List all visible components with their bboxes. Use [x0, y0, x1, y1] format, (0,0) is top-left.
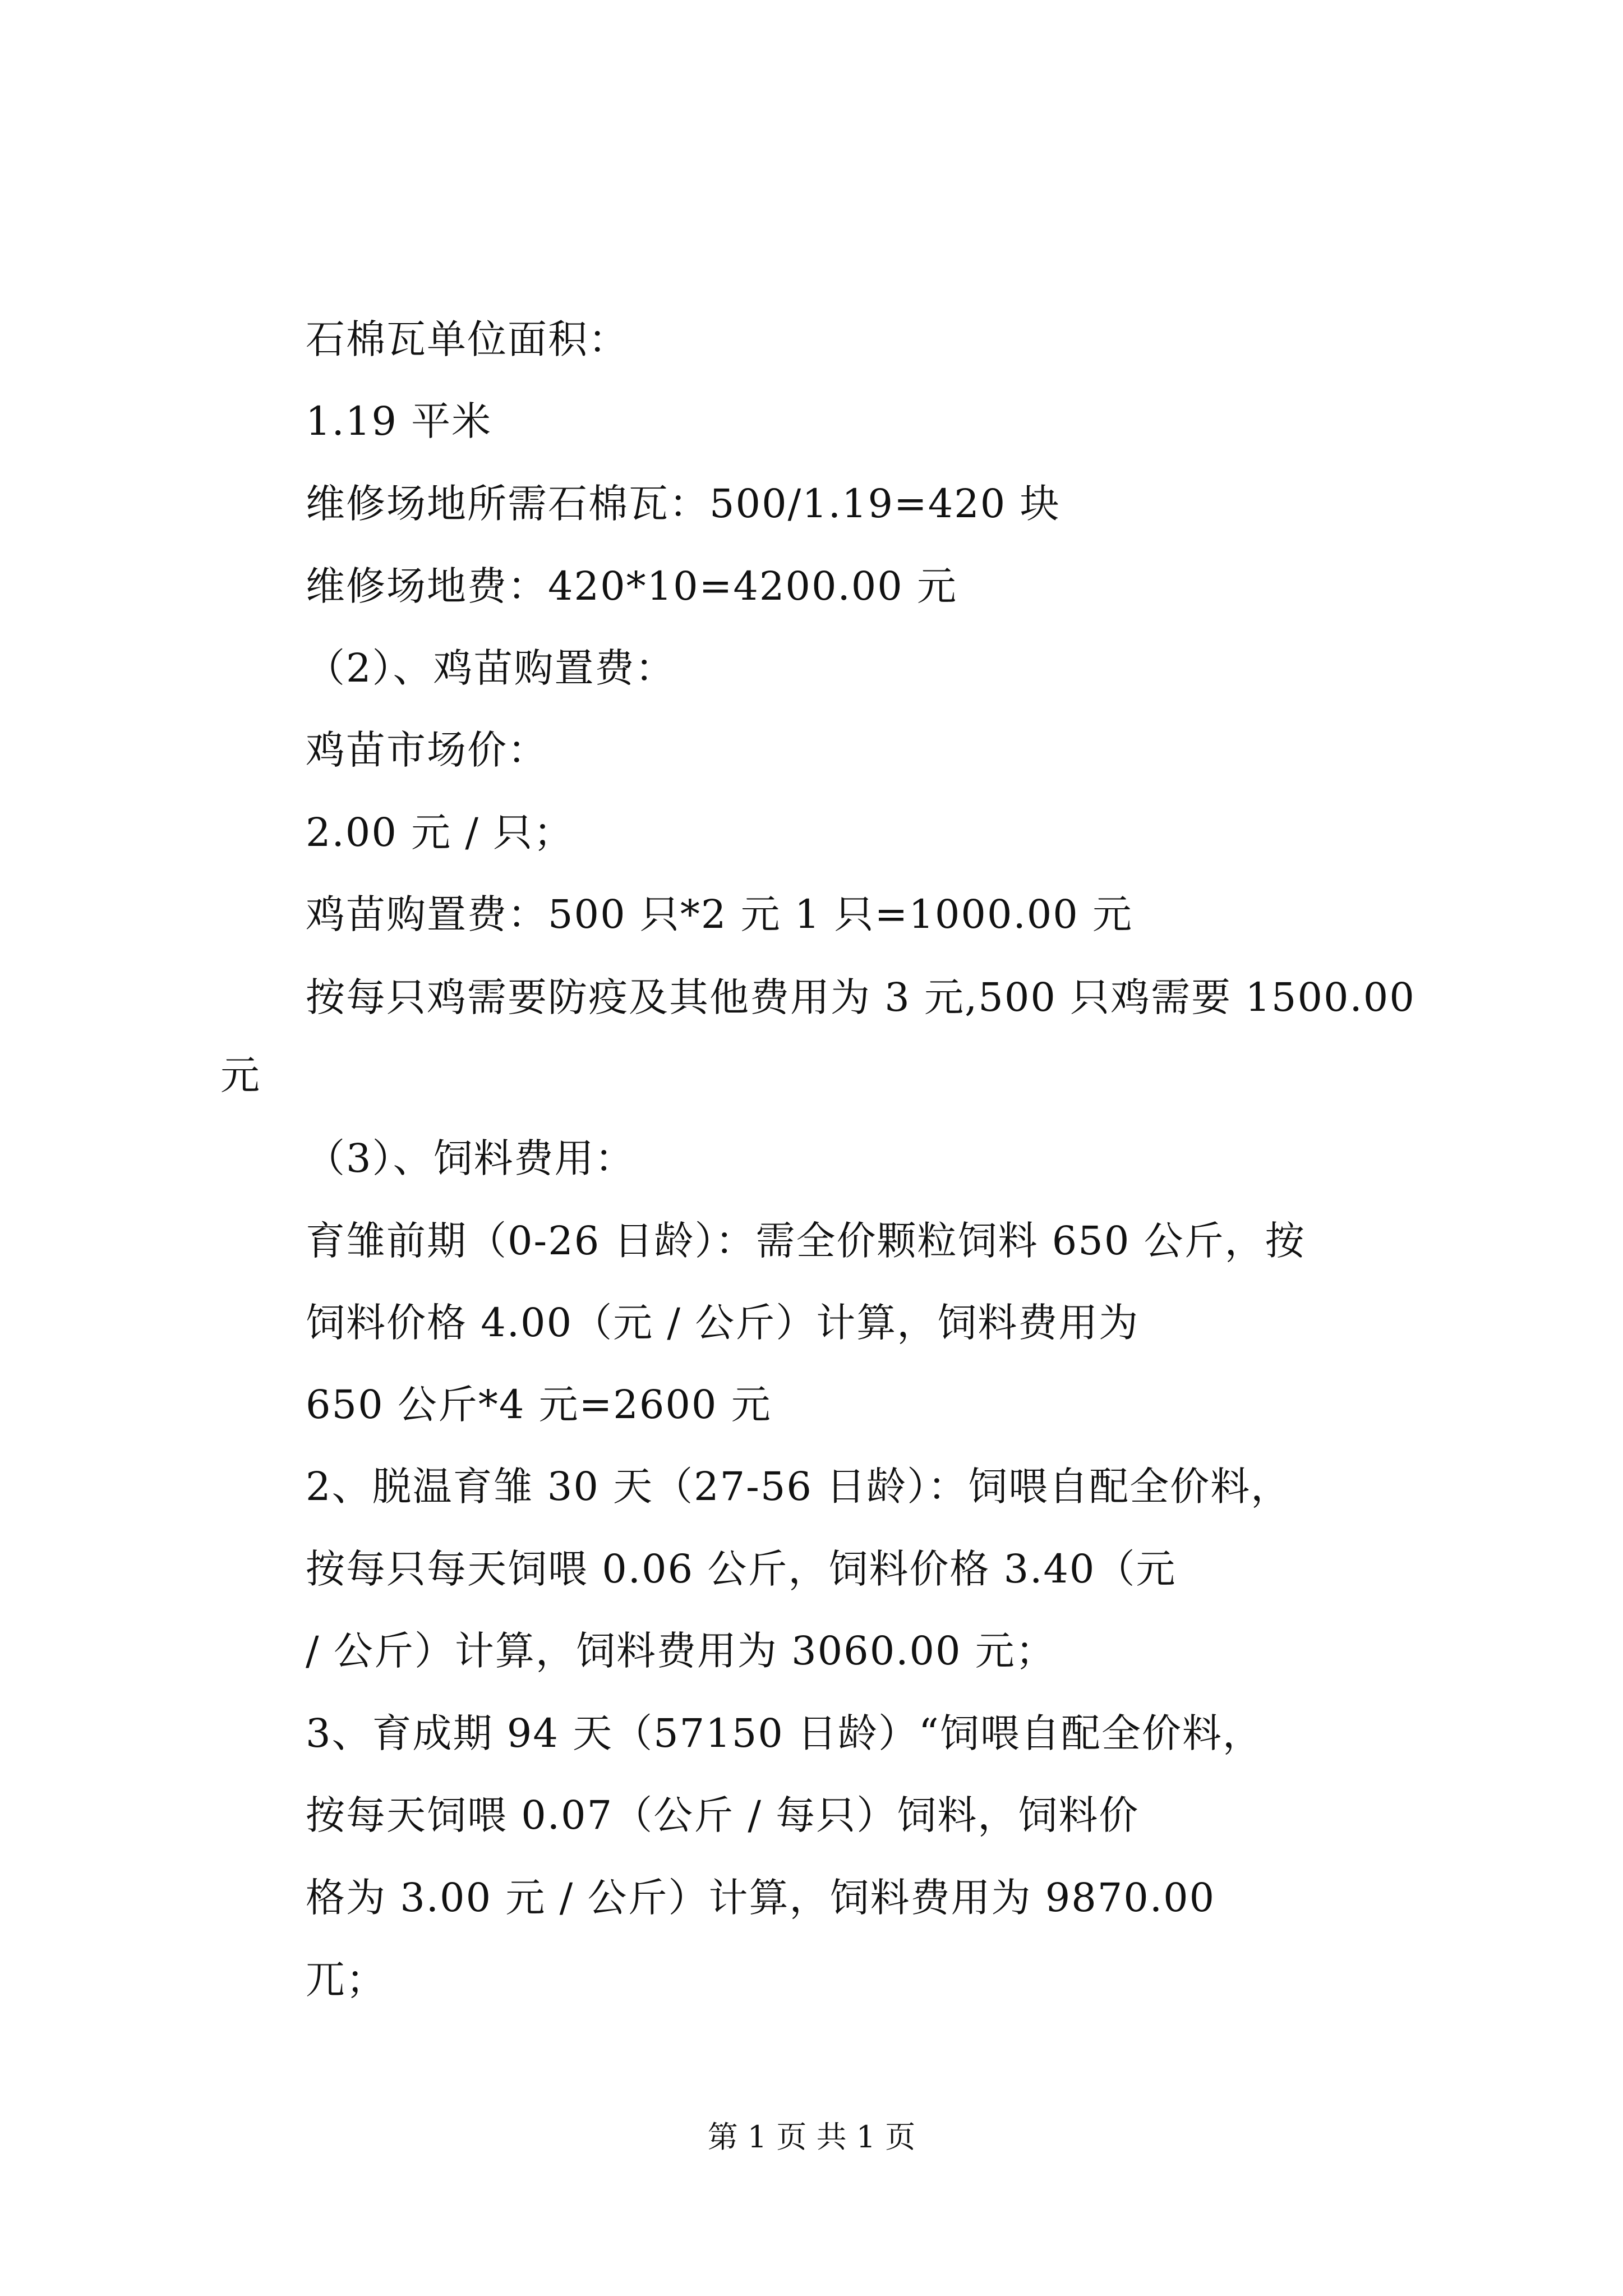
text-line: 3、育成期 94 天（57150 日龄）“饲喂自配全价料，: [306, 1710, 1263, 1756]
text-line: 按每天饲喂 0.07（公斤 / 每只）饲料，饲料价: [306, 1792, 1140, 1838]
text-line: 兀；: [306, 1957, 386, 2003]
text-line: 按每只鸡需要防疫及其他费用为 3 元,500 只鸡需要 1500.00: [306, 974, 1415, 1020]
text-line: 饲料价格 4.00（元 / 公斤）计算，饲料费用为: [306, 1300, 1140, 1346]
text-line: 维修场地所需石棉瓦：500/1.19=420 块: [306, 481, 1061, 527]
text-line: 鸡苗购置费：500 只*2 元 1 只=1000.00 元: [306, 891, 1133, 937]
text-line: 鸡苗市场价：: [306, 727, 548, 773]
text-line: 1.19 平米: [306, 398, 492, 444]
text-line: / 公斤）计算，饲料费用为 3060.00 元；: [306, 1628, 1056, 1674]
text-line: 维修场地费：420*10=4200.00 元: [306, 563, 958, 609]
text-line: 元: [220, 1052, 261, 1098]
text-line: 按每只每天饲喂 0.06 公斤，饲料价格 3.40（元: [306, 1546, 1177, 1592]
section-heading: （3）、饲料费用：: [306, 1135, 635, 1181]
text-line: 格为 3.00 元 / 公斤）计算，饲料费用为 9870.00: [306, 1875, 1216, 1921]
text-line: 2.00 元 / 只；: [306, 809, 574, 855]
text-line: 育雏前期（0-26 日龄）：需全价颗粒饲料 650 公斤，按: [306, 1218, 1306, 1264]
text-line: 650 公斤*4 元=2600 元: [306, 1382, 772, 1428]
section-heading: （2）、鸡苗购置费：: [306, 645, 676, 691]
page-footer: 第 1 页 共 1 页: [707, 2119, 916, 2155]
text-line: 石棉瓦单位面积：: [306, 316, 629, 362]
text-line: 2、脱温育雏 30 天（27-56 日龄）：饲喂自配全价料，: [306, 1464, 1292, 1510]
